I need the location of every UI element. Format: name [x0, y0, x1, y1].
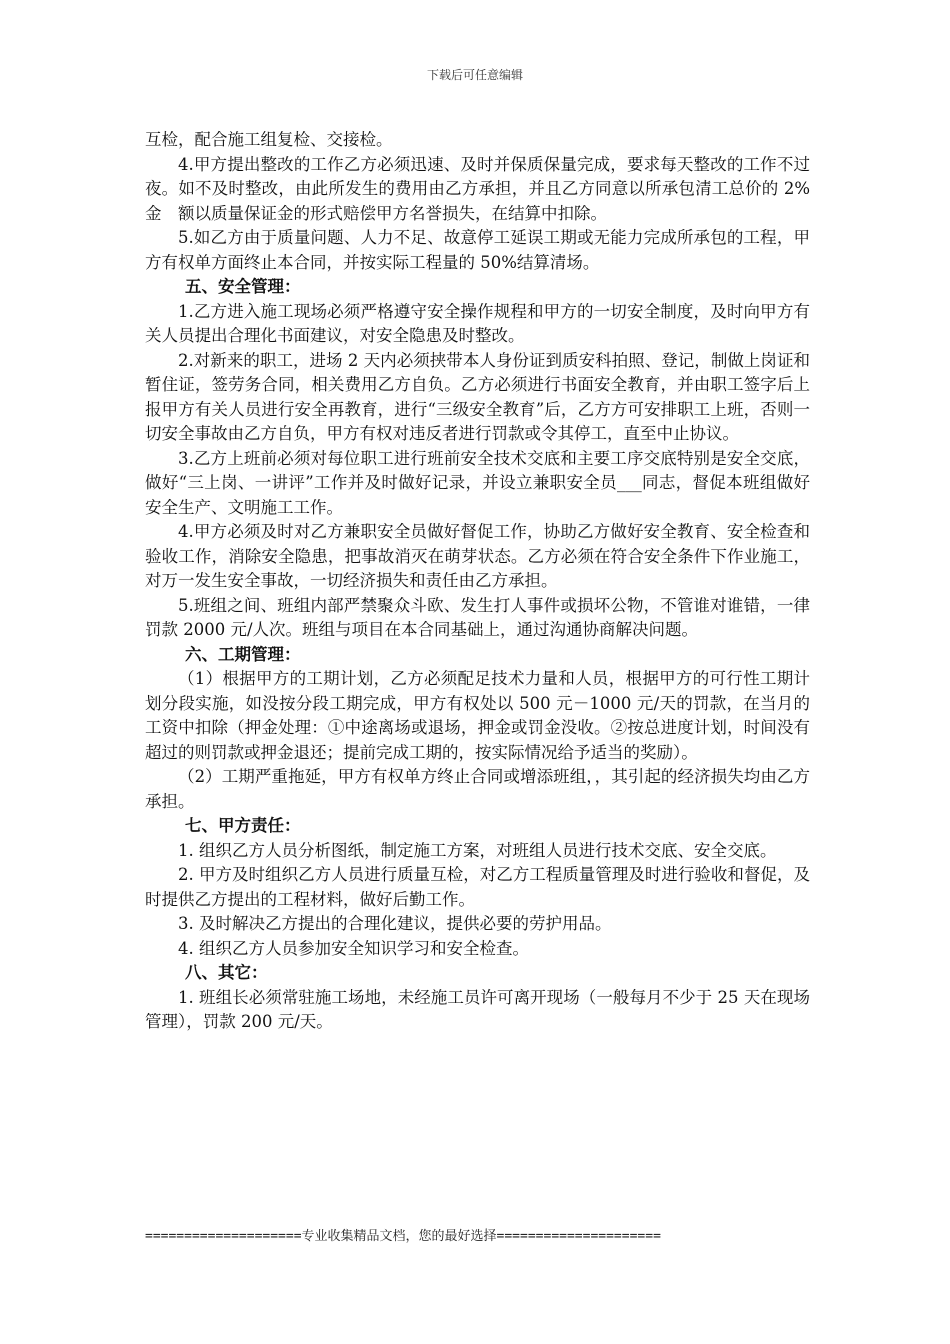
section-heading: 八、其它：: [185, 963, 268, 982]
paragraph: 1. 班组长必须常驻施工场地，未经施工员许可离开现场（一般每月不少于 25 天在现场管理），罚款 200 元/天。: [145, 987, 810, 1031]
paragraph: 1. 组织乙方人员分析图纸，制定施工方案，对班组人员进行技术交底、安全交底。: [178, 840, 777, 860]
section-heading: 六、工期管理：: [185, 644, 301, 664]
paragraph: （2）工期严重拖延，甲方有权单方终止合同或增添班组，，其引起的经济损失均由乙方承担。: [145, 767, 810, 811]
paragraph: 4.甲方必须及时对乙方兼职安全员做好督促工作，协助乙方做好安全教育、安全检查和验收工作，消除安全隐患，把事故消灭在萌芽状态。乙方必须在符合安全条件下作业施工，对万一发生安全事故，一切经济损失和责任由乙方承担。: [145, 522, 810, 590]
page-footer: ====================专业收集精品文档，您的最好选择=====================: [145, 1229, 661, 1244]
page-header: 下载后可任意编辑: [426, 68, 523, 82]
paragraph: （1）根据甲方的工期计划，乙方必须配足技术力量和人员，根据甲方的可行性工期计划分段实施，如没按分段工期完成，甲方有权处以 500 元－1000 元/天的罚款，在当月的工资中扣除（押金处理：①中途离场或退场，押金或罚金没收。②按总进度计划，时间没有超过的则罚款或押金退还；提前完成工期的，按实际情况给予适当的奖励）。: [145, 669, 810, 762]
paragraph: 1.乙方进入施工现场必须严格遵守安全操作规程和甲方的一切安全制度，及时向甲方有关人员提出合理化书面建议，对安全隐患及时整改。: [145, 301, 810, 345]
document-body: [145, 128, 810, 1035]
paragraph: 3. 及时解决乙方提出的合理化建议，提供必要的劳护用品。: [178, 914, 612, 933]
paragraph: 5.如乙方由于质量问题、人力不足、故意停工延误工期或无能力完成所承包的工程，甲方有权单方面终止本合同，并按实际工程量的 50%结算清场。: [145, 228, 810, 272]
paragraph: 2.对新来的职工，进场 2 天内必须挟带本人身份证到质安科拍照、登记，制做上岗证和暂住证，签劳务合同，相关费用乙方自负。乙方必须进行书面安全教育，并由职工签字后上报甲方有关人员进行安全再教育，进行“三级安全教育”后，乙方方可安排职工上班，否则一切安全事故由乙方自负，甲方有权对违反者进行罚款或令其停工，直至中止协议。: [145, 350, 810, 443]
paragraph: 5.班组之间、班组内部严禁聚众斗欧、发生打人事件或损坏公物，不管谁对谁错，一律罚款 2000 元/人次。班组与项目在本合同基础上，通过沟通协商解决问题。: [145, 595, 810, 639]
paragraph: 4. 组织乙方人员参加安全知识学习和安全检查。: [178, 938, 529, 958]
section-heading: 五、安全管理：: [185, 277, 301, 296]
paragraph: 4.甲方提出整改的工作乙方必须迅速、及时并保质保量完成，要求每天整改的工作不过夜。如不及时整改，由此所发生的费用由乙方承担，并且乙方同意以所承包清工总价的 2%金 额以质量保证金的形式赔偿甲方名誉损失，在结算中扣除。: [145, 154, 810, 223]
paragraph: 3.乙方上班前必须对每位职工进行班前安全技术交底和主要工序交底特别是安全交底，做好“三上岗、一讲评”工作并及时做好记录，并设立兼职安全员___同志，督促本班组做好安全生产、文明施工工作。: [145, 448, 810, 517]
paragraph: 互检，配合施工组复检、交接检。: [145, 130, 393, 149]
section-heading: 七、甲方责任：: [185, 816, 301, 835]
paragraph: 2. 甲方及时组织乙方人员进行质量互检，对乙方工程质量管理及时进行验收和督促，及时提供乙方提出的工程材料，做好后勤工作。: [145, 865, 810, 909]
